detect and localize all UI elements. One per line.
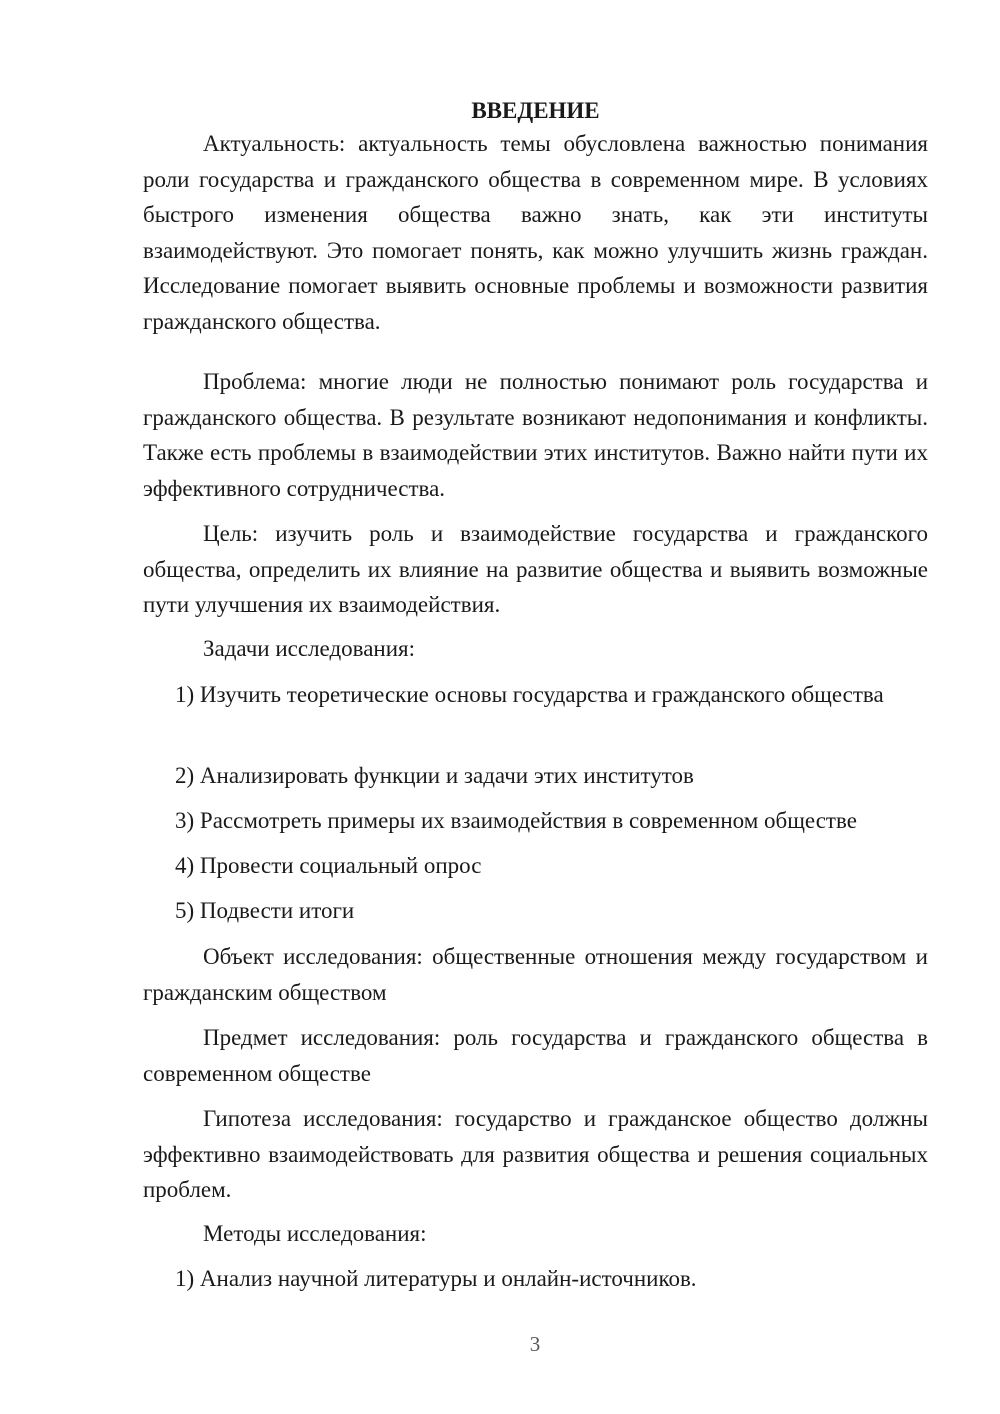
hypothesis-paragraph: Гипотеза исследования: государство и гражданское общество должны эффективно взаимодействовать для развития общества и решения социальных проблем. (143, 1106, 928, 1202)
tasks-heading: Задачи исследования: (203, 636, 416, 661)
task-item: 1) Изучить теоретические основы государства и гражданского общества (175, 682, 884, 707)
task-item: 5) Подвести итоги (175, 898, 355, 923)
object-paragraph: Объект исследования: общественные отношения между государством и гражданским обществом (143, 944, 928, 1005)
goal-paragraph: Цель: изучить роль и взаимодействие государства и гражданского общества, определить их влияние на развитие общества и выявить возможные пути улучшения их взаимодействия. (143, 521, 928, 617)
method-item: 1) Анализ научной литературы и онлайн-источников. (175, 1266, 697, 1291)
page-title: ВВЕДЕНИЕ (471, 98, 600, 123)
task-item: 3) Рассмотреть примеры их взаимодействия в современном обществе (175, 808, 857, 833)
methods-heading: Методы исследования: (203, 1221, 427, 1246)
subject-paragraph: Предмет исследования: роль государства и гражданского общества в современном обществе (143, 1025, 928, 1086)
page-number: 3 (529, 1332, 541, 1356)
problem-paragraph: Проблема: многие люди не полностью понимают роль государства и гражданского общества. В результате возникают недопонимания и конфликты. Также есть проблемы в взаимодействии этих институтов. Важно найти пути их эффективного сотрудничества. (143, 369, 928, 501)
task-item: 2) Анализировать функции и задачи этих институтов (175, 763, 694, 788)
relevance-paragraph: Актуальность: актуальность темы обусловлена важностью понимания роли государства и гражданского общества в современном мире. В условиях быстрого изменения общества важно знать, как эти институты взаимодействуют. Это помогает понять, как можно улучшить жизнь граждан. Исследование помогает выявить основные проблемы и возможности развития гражданского общества. (143, 131, 928, 334)
task-item: 4) Провести социальный опрос (175, 853, 482, 878)
